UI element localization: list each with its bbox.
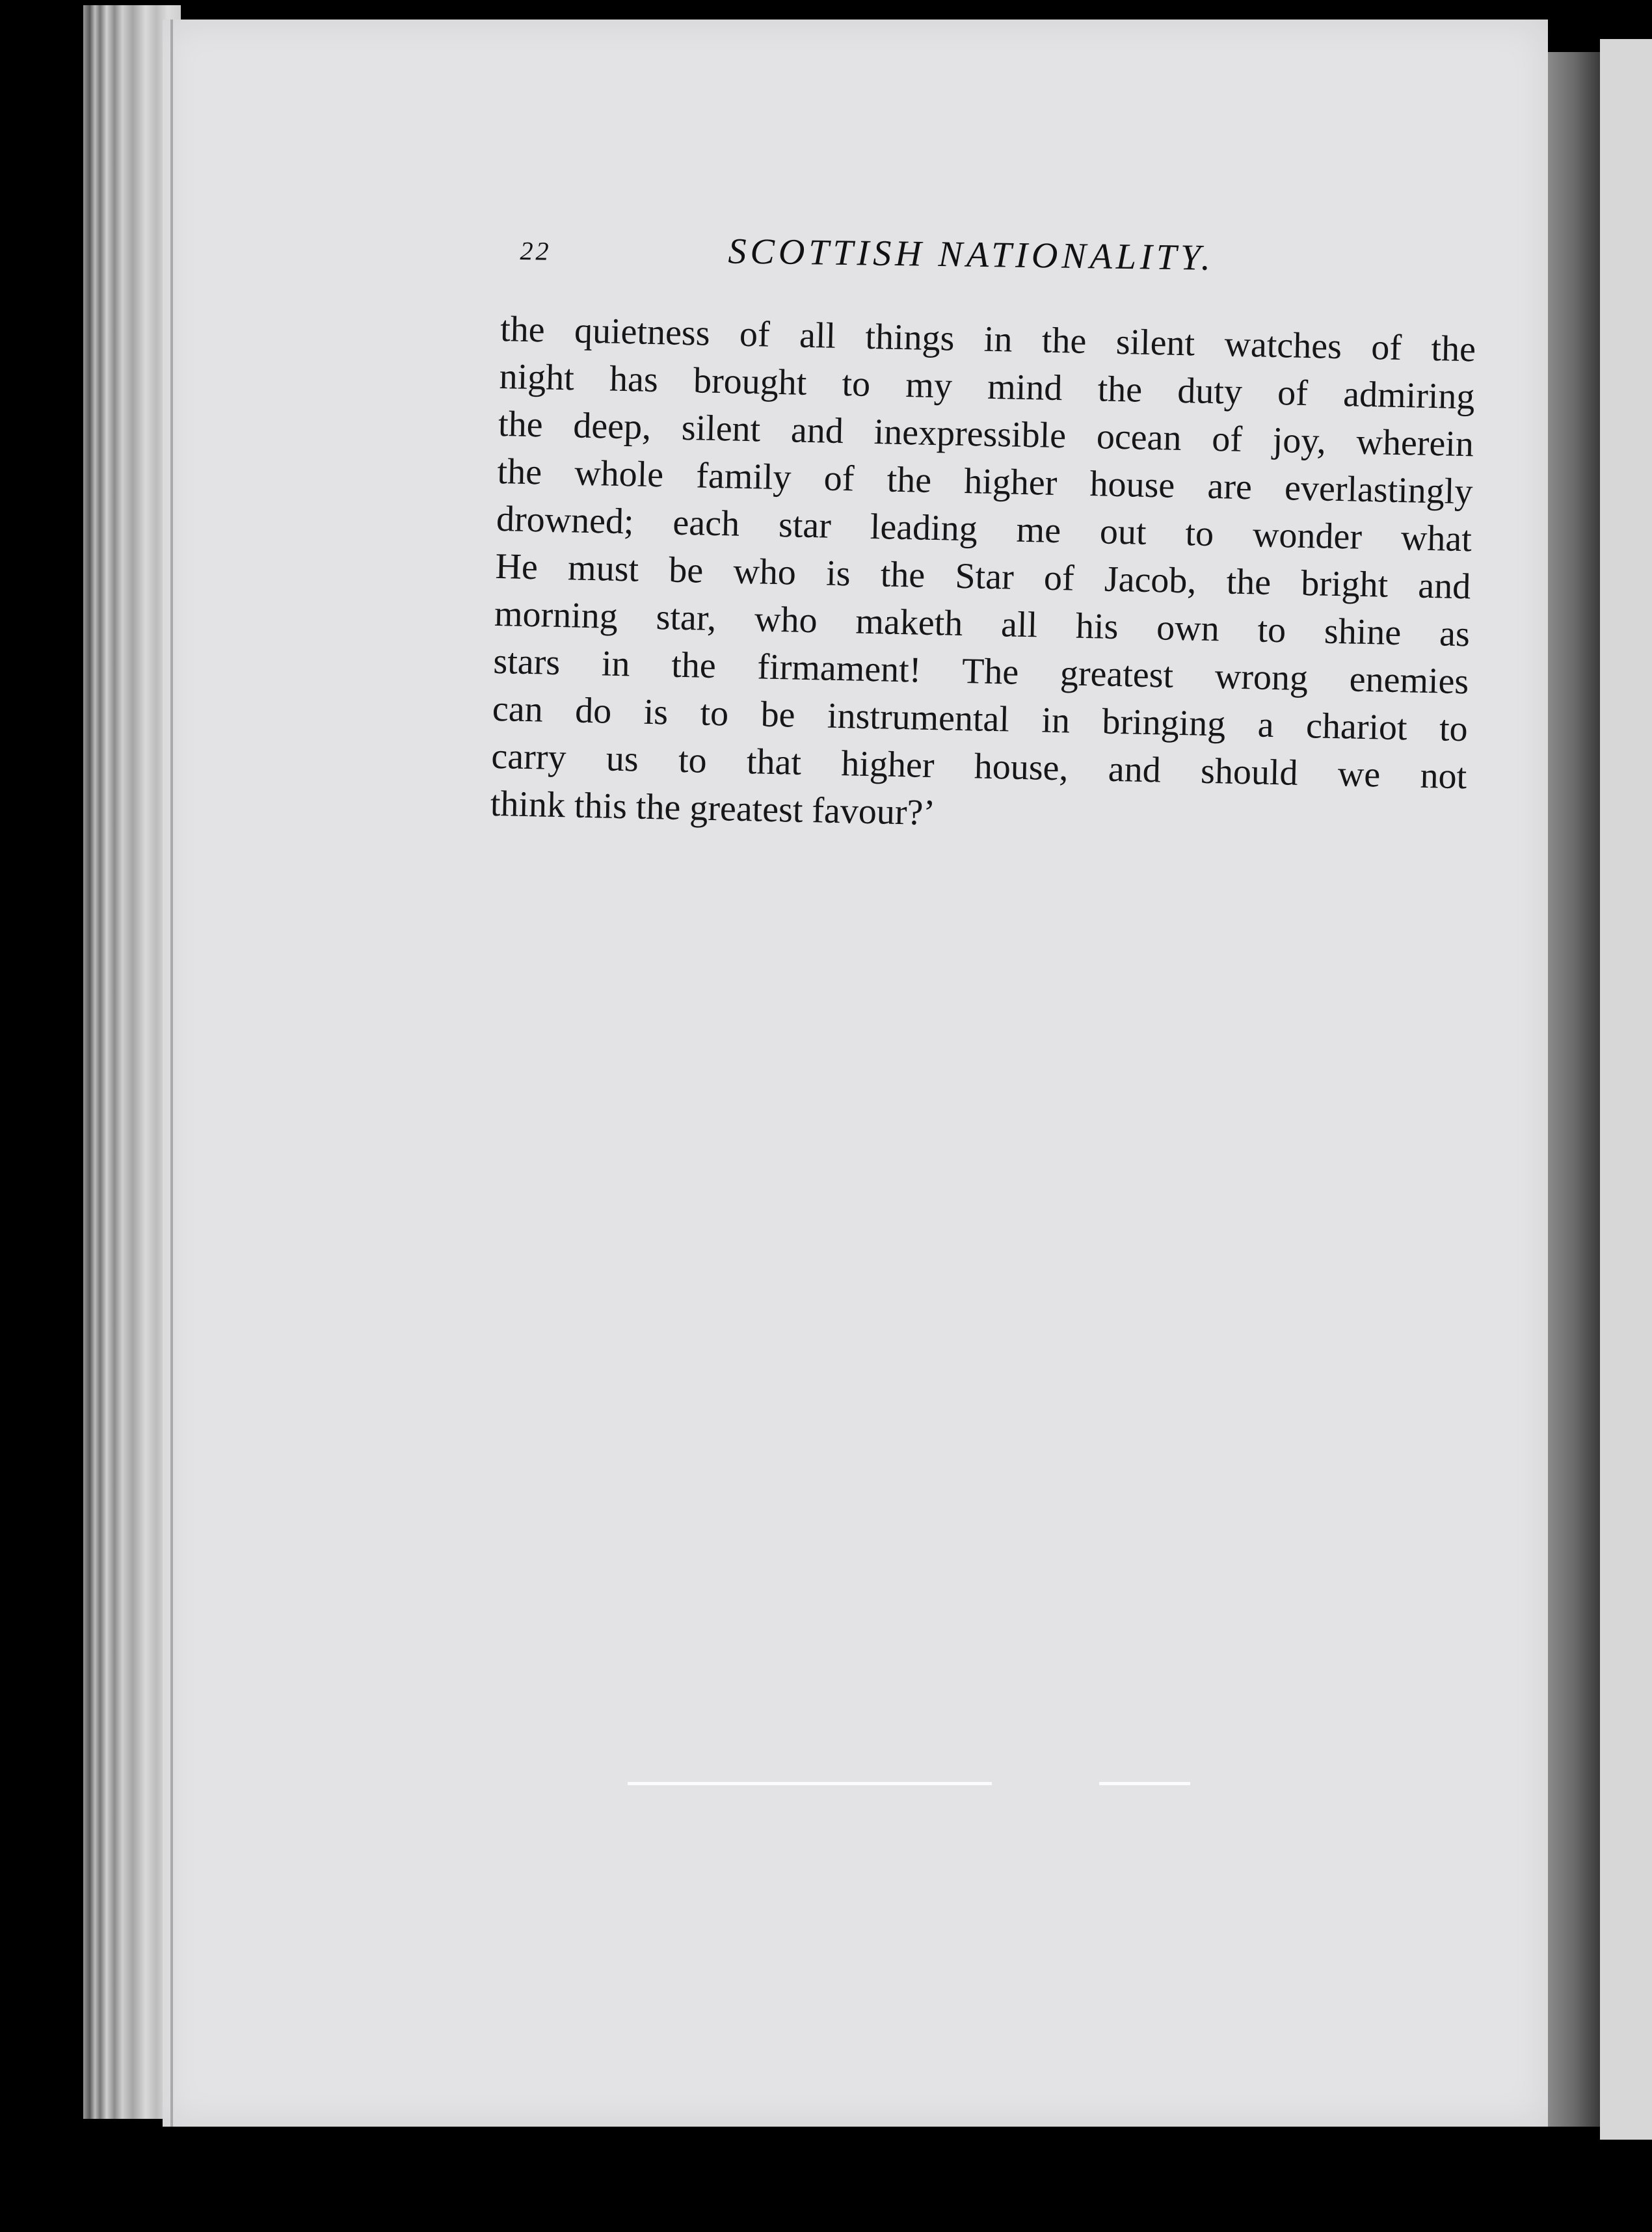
text-line: carry us to that higher house, and should we not bbox=[490, 736, 1467, 797]
scan-artifact-line bbox=[1099, 1782, 1190, 1785]
text-line: the deep, silent and inexpressible ocean of joy, wherein bbox=[498, 403, 1474, 465]
facing-page-edge bbox=[1600, 39, 1652, 2140]
text-line: He must be who is the Star of Jacob, the bright and bbox=[494, 546, 1471, 607]
text-line: the quietness of all things in the silent watches of the bbox=[500, 308, 1476, 370]
body-text bbox=[490, 306, 1476, 848]
text-line: drowned; each star leading me out to wonder what bbox=[496, 498, 1472, 560]
running-head: SCOTTISH NATIONALITY. bbox=[728, 231, 1215, 278]
text-line: can do is to be instrumental in bringing a chariot to bbox=[492, 688, 1469, 750]
scan-artifact-line bbox=[628, 1782, 992, 1785]
page-number: 22 bbox=[520, 235, 552, 266]
text-line: night has brought to my mind the duty of admiring bbox=[499, 356, 1476, 418]
page-edge-line bbox=[170, 20, 173, 2127]
text-line: think this the greatest favour?’ bbox=[490, 783, 936, 834]
text-line: morning star, who maketh all his own to shine as bbox=[494, 593, 1471, 655]
text-line: the whole family of the higher house are everlastingly bbox=[497, 451, 1473, 512]
text-line: stars in the firmament! The greatest wrong enemies bbox=[492, 641, 1469, 702]
gutter-shadow bbox=[1548, 52, 1600, 2127]
